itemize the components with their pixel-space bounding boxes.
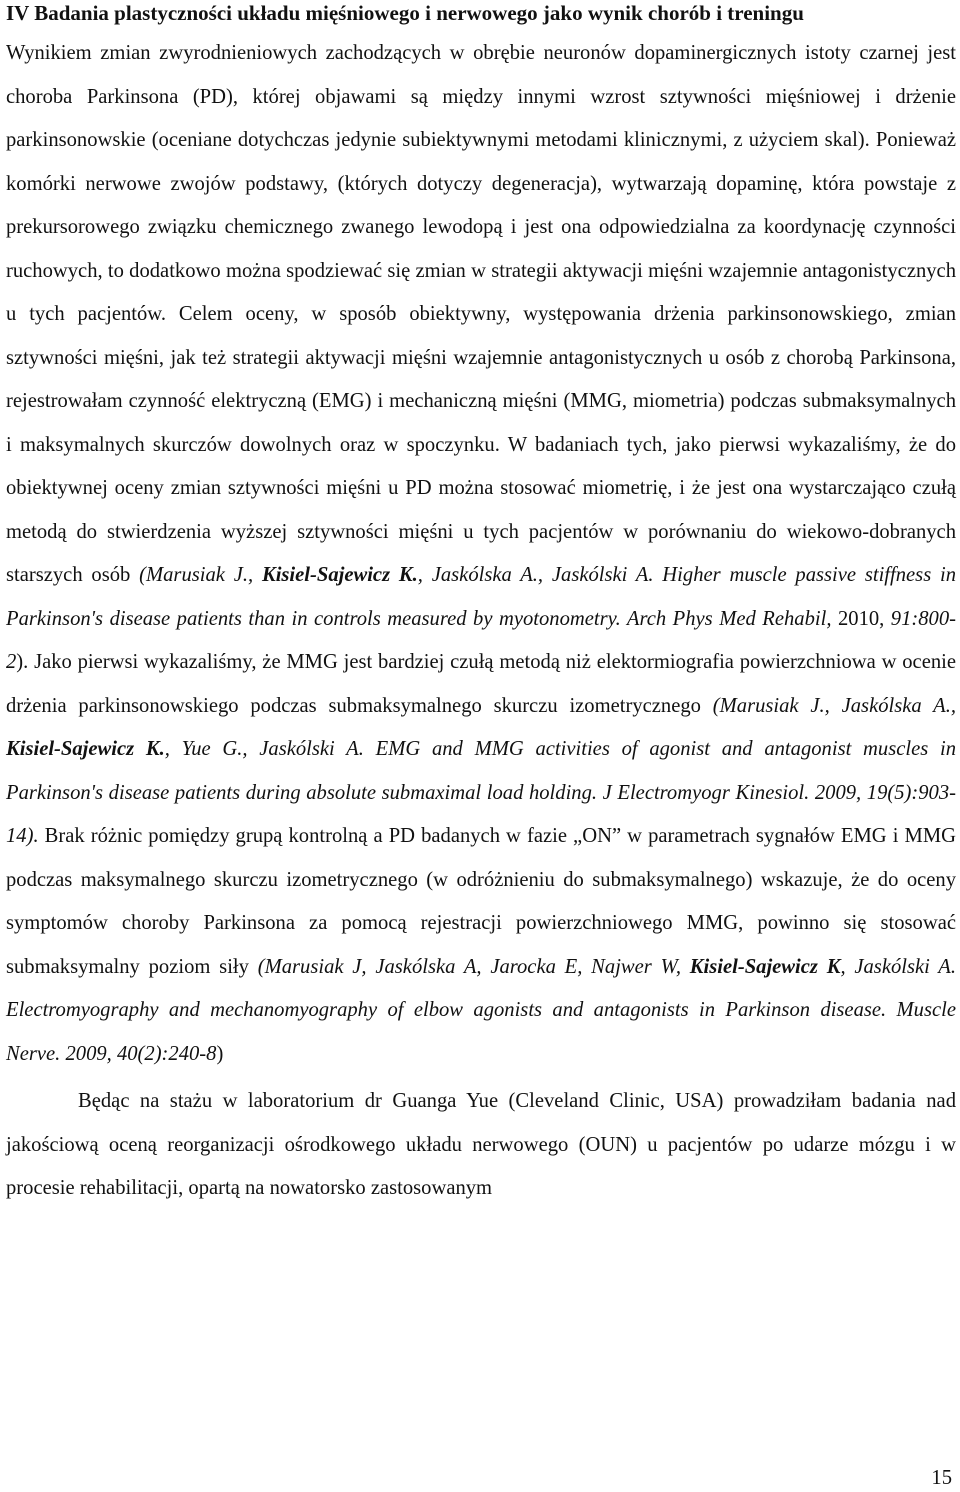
document-page (6, 0, 956, 1211)
citation-1-rest: , Jaskólska A., Jaskólski A. Higher muscle passive stiffness in Parkinson's disease patients than in controls measured by myotonometry. Arch Phys Med Rehabil, (6, 564, 957, 630)
citation-1-highlight-author: Kisiel-Sajewicz K. (261, 564, 418, 586)
section-heading: IV Badania plastyczności układu mięśniowego i nerwowego jako wynik chorób i treningu (6, 1, 804, 25)
citation-2-authors: (Marusiak J., Jaskólska A., (712, 694, 956, 717)
paragraph-parkinson (6, 32, 956, 1076)
citation-3-rest: , Jaskólski A. Electromyography and mechanomyography of elbow agonists and antagonists in Parkinson disease. Muscle Nerve. (6, 955, 956, 1065)
citation-1-pages: 91:800-2 (6, 607, 956, 673)
citation-3-year: 2009, 40(2):240-8 (65, 1042, 217, 1065)
citation-1-year: 2010, (837, 607, 891, 630)
citation-3-authors: (Marusiak J, Jaskólska A, Jarocka E, Najwer W, (257, 955, 690, 978)
p1-text-3: Brak różnic pomiędzy grupą kontrolną a PD badanych w fazie „ON” w parametrach sygnałów EMG i MMG podczas maksymalnego skurczu izometrycznego (w odróżnieniu do submaksymalnego) wskazuje, że do oceny symptomów choroby Parkinsona za pomocą rejestracji powierzchniowego MMG, powinno się stosować submaksymalny poziom siły (6, 825, 956, 978)
citation-2-highlight-author: Kisiel-Sajewicz K. (6, 738, 165, 760)
p1-text-1: Wynikiem zmian zwyrodnieniowych zachodzących w obrębie neuronów dopaminergicznych istoty czarnej jest choroba Parkinsona (PD), której objawami są między innymi wzrost sztywności mięśniowej i drżenie parkinsonowskie (oceniane dotychczas jedynie subiektywnymi metodami klinicznymi, z użyciem skal). Ponieważ komórki nerwowe zwojów podstawy, (których dotyczy degeneracja), wytwarzają dopaminę, która powstaje z prekursorowego związku chemicznego zwanego lewodopą i jest ona odpowiedzialna za koordynację czynności ruchowych, to dodatkowo można spodziewać się zmian w strategii aktywacji mięśni wzajemnie antagonistycznych u tych pacjentów. Celem oceny, w sposób obiektywny, występowania drżenia parkinsonowskiego, zmian sztywności mięśni, jak też strategii aktywacji mięśni wzajemnie antagonistycznych u osób z chorobą Parkinsona, rejestrowałam czynność elektryczną (EMG) i mechaniczną mięśni (MMG, miometria) podczas submaksymalnych i maksymalnych skurczów dowolnych oraz w spoczynku. W badaniach tych, jako pierwsi wykazaliśmy, że do obiektywnej oceny zmian sztywności mięśni u PD można stosować miometrię, i że jest ona wystarczająco czułą metodą do stwierdzenia wyższej sztywności mięśni u tych pacjentów w porównaniu do wiekowo-dobranych starszych osób (6, 42, 956, 586)
citation-3-close: ) (216, 1042, 224, 1065)
paragraph-stroke: Będąc na stażu w laboratorium dr Guanga Yue (Cleveland Clinic, USA) prowadziłam badania nad jakościową oceną reorganizacji ośrodkowego układu nerwowego (OUN) u pacjentów po udarze mózgu i w procesie rehabilitacji, opartą na nowatorsko zastosowanym (6, 1090, 956, 1199)
citation-1-close: ). (16, 651, 35, 673)
citation-2-rest: , Yue G., Jaskólski A. EMG and MMG activities of agonist and antagonist muscles in Parkinson's disease patients during absolute submaximal load holding. J Electromyogr Kinesiol. 2009, 19(5):903-14). (6, 738, 956, 847)
citation-1-authors: (Marusiak J., (139, 564, 262, 586)
p1-text-2: Jako pierwsi wykazaliśmy, że MMG jest bardziej czułą metodą niż elektormiografia powierzchniowa w ocenie drżenia parkinsonowskiego podczas submaksymalnego skurczu izometrycznego (6, 651, 956, 717)
citation-3-highlight-author: Kisiel-Sajewicz K (689, 955, 841, 978)
page-number: 15 (931, 1467, 952, 1489)
